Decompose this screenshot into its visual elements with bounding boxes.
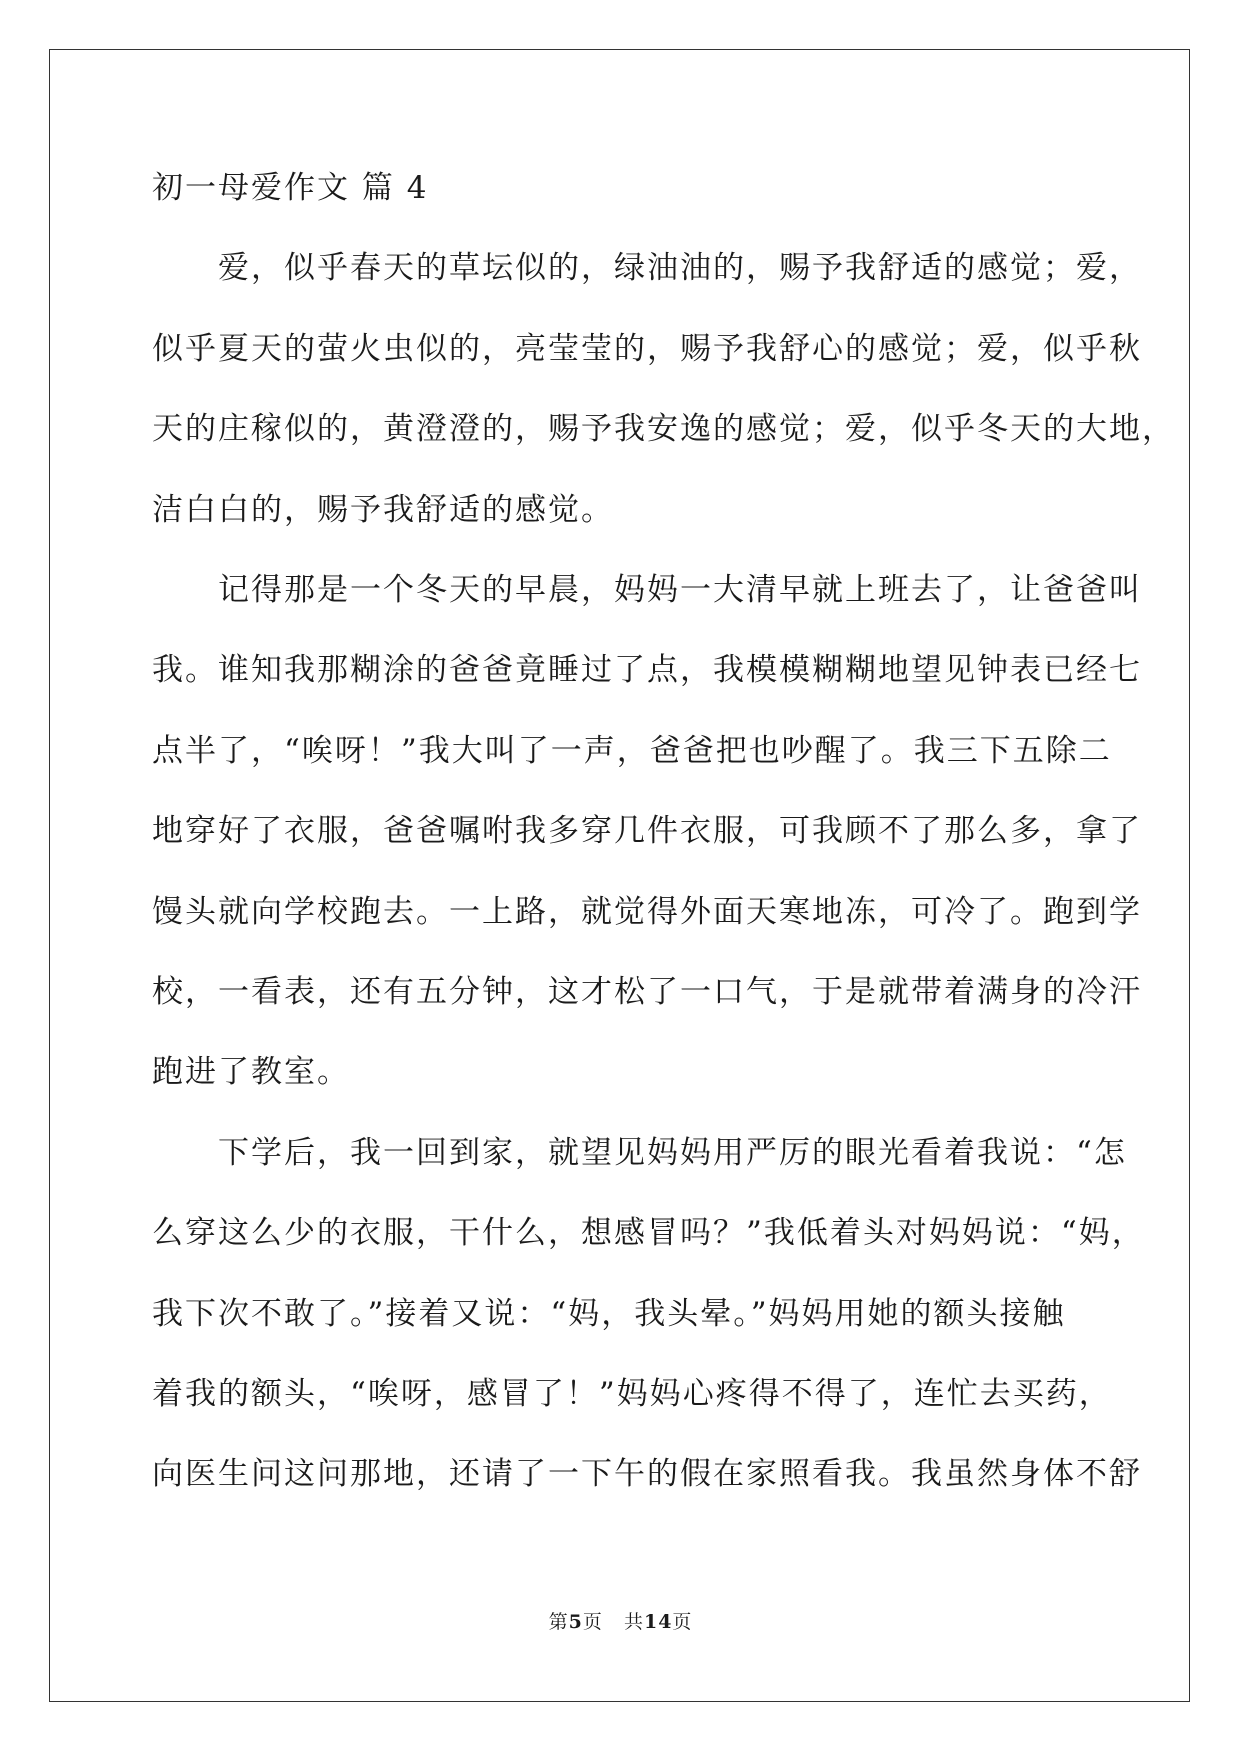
- text-line: 校，一看表，还有五分钟，这才松了一口气，于是就带着满身的冷汗: [152, 974, 1142, 1010]
- footer-page-suffix: 页: [582, 1611, 603, 1633]
- text-line: 爱，似乎春天的草坛似的，绿油油的，赐予我舒适的感觉；爱，: [152, 250, 1142, 286]
- text-line: 我下次不敢了。”接着又说：“妈，我头晕。”妈妈用她的额头接触: [152, 1296, 1066, 1332]
- footer-total-prefix: 共: [623, 1611, 644, 1633]
- page-footer: [0, 1610, 1241, 1634]
- document-title: 初一母爱作文 篇 4: [152, 170, 429, 206]
- text-line: 着我的额头，“唉呀，感冒了！”妈妈心疼得不得了，连忙去买药，: [152, 1376, 1112, 1412]
- text-line: 点半了，“唉呀！”我大叫了一声，爸爸把也吵醒了。我三下五除二: [152, 733, 1112, 769]
- text-line: 跑进了教室。: [152, 1054, 350, 1090]
- footer-total-suffix: 页: [672, 1611, 693, 1633]
- page-total: 14: [643, 1611, 673, 1633]
- text-line: 天的庄稼似的，黄澄澄的，赐予我安逸的感觉；爱，似乎冬天的大地，: [152, 411, 1175, 447]
- text-line: 向医生问这问那地，还请了一下午的假在家照看我。我虽然身体不舒: [152, 1456, 1142, 1492]
- text-line: 下学后，我一回到家，就望见妈妈用严厉的眼光看着我说：“怎: [152, 1135, 1127, 1171]
- footer-prefix: 第: [548, 1611, 569, 1633]
- text-line: 记得那是一个冬天的早晨，妈妈一大清早就上班去了，让爸爸叫: [152, 572, 1142, 608]
- page-number: 5: [568, 1611, 583, 1633]
- text-line: 我。谁知我那糊涂的爸爸竟睡过了点，我模模糊糊地望见钟表已经七: [152, 652, 1142, 688]
- text-line: 馒头就向学校跑去。一上路，就觉得外面天寒地冻，可冷了。跑到学: [152, 894, 1142, 930]
- text-line: 洁白白的，赐予我舒适的感觉。: [152, 492, 614, 528]
- text-line: 么穿这么少的衣服，干什么，想感冒吗？”我低着头对妈妈说：“妈，: [152, 1215, 1145, 1251]
- text-line: 地穿好了衣服，爸爸嘱咐我多穿几件衣服，可我顾不了那么多，拿了: [152, 813, 1142, 849]
- text-line: 似乎夏天的萤火虫似的，亮莹莹的，赐予我舒心的感觉；爱，似乎秋: [152, 331, 1142, 367]
